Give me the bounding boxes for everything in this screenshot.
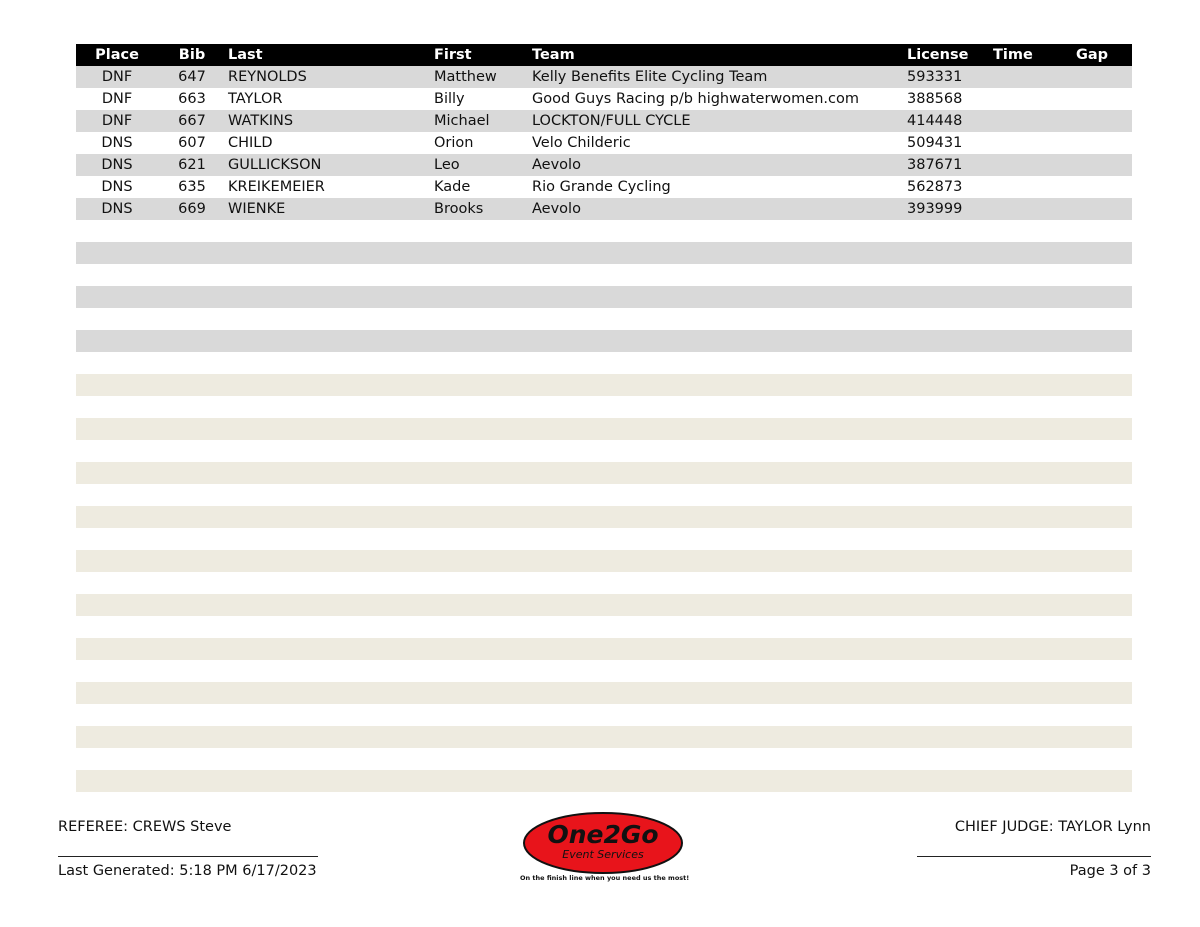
table-row [76, 132, 1132, 154]
header-last: Last [228, 47, 263, 63]
cell-license: 393999 [907, 201, 963, 217]
header-place: Place [95, 47, 139, 63]
cell-place: DNF [101, 69, 133, 85]
table-row [76, 154, 1132, 176]
cell-last: WATKINS [228, 113, 294, 129]
table-row [76, 198, 1132, 220]
empty-row [76, 462, 1132, 484]
table-row [76, 88, 1132, 110]
cell-license: 387671 [907, 157, 963, 173]
cell-team: Kelly Benefits Elite Cycling Team [532, 69, 768, 85]
cell-bib: 607 [178, 135, 206, 151]
cell-time [993, 176, 1039, 198]
empty-row [76, 660, 1132, 682]
cell-gap [1076, 154, 1108, 176]
cell-last: REYNOLDS [228, 69, 307, 85]
empty-row [76, 638, 1132, 660]
cell-last: GULLICKSON [228, 157, 322, 173]
cell-last: TAYLOR [228, 91, 283, 107]
empty-row [76, 308, 1132, 330]
empty-row [76, 220, 1132, 242]
cell-gap [1076, 88, 1108, 110]
logo-name: One2Go [547, 820, 659, 849]
header-license: License [907, 47, 969, 63]
cell-bib: 621 [178, 157, 206, 173]
empty-row [76, 770, 1132, 792]
header-first: First [434, 47, 472, 63]
cell-place: DNF [101, 91, 133, 107]
cell-license: 388568 [907, 91, 963, 107]
cell-last: CHILD [228, 135, 273, 151]
cell-license: 509431 [907, 135, 963, 151]
cell-license: 414448 [907, 113, 963, 129]
cell-time [993, 132, 1039, 154]
cell-bib: 647 [178, 69, 206, 85]
cell-place: DNS [101, 201, 133, 217]
cell-gap [1076, 66, 1108, 88]
cell-first: Billy [434, 91, 465, 107]
cell-last: KREIKEMEIER [228, 179, 325, 195]
referee-label: REFEREE: CREWS Steve [58, 819, 232, 835]
empty-row [76, 748, 1132, 770]
logo-subtitle: Event Services [562, 848, 644, 861]
cell-time [993, 66, 1039, 88]
cell-time [993, 154, 1039, 176]
cell-team: Aevolo [532, 157, 581, 173]
header-team: Team [532, 47, 575, 63]
cell-time [993, 88, 1039, 110]
empty-row [76, 374, 1132, 396]
empty-row [76, 286, 1132, 308]
empty-row [76, 550, 1132, 572]
cell-gap [1076, 132, 1108, 154]
cell-first: Orion [434, 135, 474, 151]
table-row [76, 110, 1132, 132]
chief-judge-signature-line [917, 856, 1151, 857]
cell-place: DNS [101, 135, 133, 151]
table-row [76, 176, 1132, 198]
empty-row [76, 330, 1132, 352]
empty-row [76, 682, 1132, 704]
empty-row [76, 440, 1132, 462]
empty-row [76, 242, 1132, 264]
last-generated: Last Generated: 5:18 PM 6/17/2023 [58, 863, 317, 879]
cell-team: Rio Grande Cycling [532, 179, 671, 195]
cell-team: Velo Childeric [532, 135, 631, 151]
cell-team: LOCKTON/FULL CYCLE [532, 113, 691, 129]
table-header [76, 44, 1132, 66]
cell-gap [1076, 198, 1108, 220]
cell-last: WIENKE [228, 201, 286, 217]
cell-place: DNS [101, 157, 133, 173]
cell-time [993, 110, 1039, 132]
empty-row [76, 264, 1132, 286]
empty-row [76, 418, 1132, 440]
empty-row [76, 704, 1132, 726]
cell-first: Kade [434, 179, 471, 195]
cell-first: Leo [434, 157, 460, 173]
empty-row [76, 572, 1132, 594]
cell-bib: 669 [178, 201, 206, 217]
empty-row [76, 506, 1132, 528]
header-time: Time [993, 47, 1033, 63]
header-gap: Gap [1076, 47, 1109, 63]
header-bib: Bib [178, 47, 206, 63]
cell-place: DNS [101, 179, 133, 195]
cell-team: Aevolo [532, 201, 581, 217]
cell-place: DNF [101, 113, 133, 129]
cell-time [993, 198, 1039, 220]
table-row [76, 66, 1132, 88]
cell-first: Michael [434, 113, 490, 129]
empty-row [76, 396, 1132, 418]
cell-license: 562873 [907, 179, 963, 195]
cell-bib: 663 [178, 91, 206, 107]
page-number: Page 3 of 3 [1069, 863, 1151, 879]
empty-row [76, 484, 1132, 506]
referee-signature-line [58, 856, 318, 857]
cell-bib: 635 [178, 179, 206, 195]
cell-license: 593331 [907, 69, 963, 85]
empty-row [76, 528, 1132, 550]
empty-row [76, 726, 1132, 748]
cell-gap [1076, 110, 1108, 132]
cell-team: Good Guys Racing p/b highwaterwomen.com [532, 91, 859, 107]
cell-bib: 667 [178, 113, 206, 129]
one2go-logo [522, 811, 684, 875]
empty-row [76, 616, 1132, 638]
empty-row [76, 352, 1132, 374]
cell-first: Brooks [434, 201, 484, 217]
chief-judge-label: CHIEF JUDGE: TAYLOR Lynn [954, 819, 1151, 835]
cell-gap [1076, 176, 1108, 198]
logo-tagline: On the finish line when you need us the most! [520, 874, 690, 882]
cell-first: Matthew [434, 69, 497, 85]
empty-row [76, 594, 1132, 616]
